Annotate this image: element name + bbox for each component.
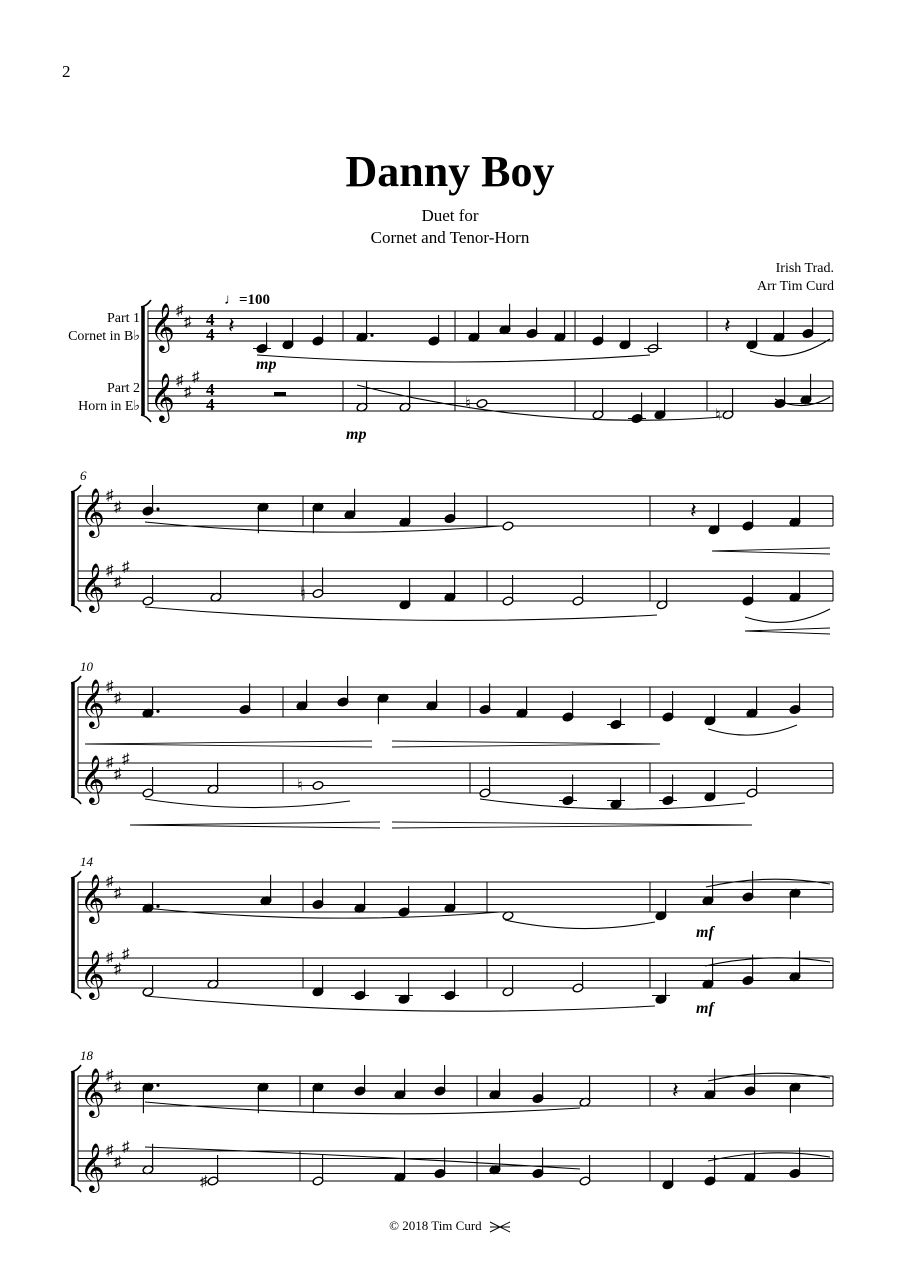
key-signature-sharp-icon: ♯ bbox=[184, 384, 192, 401]
key-signature-sharp-icon: ♯ bbox=[106, 488, 114, 504]
arranger-line: Arr Tim Curd bbox=[756, 279, 834, 294]
key-signature-sharp-icon: ♯ bbox=[114, 1079, 122, 1096]
dynamic-mp: mp bbox=[256, 356, 277, 373]
key-signature-sharp-icon: ♯ bbox=[114, 499, 122, 516]
system-3-measure-number: 10 bbox=[80, 659, 93, 674]
decrescendo-hairpin bbox=[392, 741, 660, 744]
treble-clef-icon: 𝄞 bbox=[80, 490, 105, 536]
crescendo-hairpin bbox=[85, 744, 372, 747]
key-signature-sharp-icon: ♯ bbox=[114, 1154, 122, 1171]
key-signature-sharp-icon: ♯ bbox=[122, 946, 130, 963]
time-signature-numerator: 4 bbox=[206, 310, 215, 329]
treble-clef-icon: 𝄞 bbox=[80, 876, 105, 922]
time-signature-numerator: 4 bbox=[206, 380, 215, 399]
slur bbox=[505, 920, 655, 929]
key-signature-sharp-icon: ♯ bbox=[114, 885, 122, 902]
key-signature-sharp-icon: ♯ bbox=[192, 369, 200, 386]
slur bbox=[745, 609, 830, 622]
natural-sign-icon: ♮ bbox=[300, 585, 306, 603]
quarter-rest-icon: 𝄽 bbox=[672, 1078, 679, 1103]
treble-clef-icon: 𝄞 bbox=[80, 952, 105, 998]
key-signature-sharp-icon: ♯ bbox=[122, 1139, 130, 1156]
slur bbox=[145, 1102, 580, 1114]
crescendo-hairpin bbox=[745, 628, 830, 631]
piece-title: Danny Boy bbox=[345, 147, 555, 196]
key-signature-sharp-icon: ♯ bbox=[106, 874, 114, 890]
dynamic-mp: mp bbox=[346, 426, 367, 443]
treble-clef-icon: 𝄞 bbox=[80, 681, 105, 727]
dynamic-mf: mf bbox=[696, 924, 714, 941]
key-signature-sharp-icon: ♯ bbox=[106, 1068, 114, 1084]
crescendo-hairpin bbox=[85, 741, 372, 744]
crescendo-hairpin bbox=[712, 551, 830, 554]
part-2-label-line-2: Horn in E♭ bbox=[78, 399, 140, 414]
key-signature-sharp-icon: ♯ bbox=[114, 690, 122, 707]
decrescendo-hairpin bbox=[392, 822, 752, 825]
slur bbox=[750, 339, 830, 356]
part-1-label-line-1: Part 1 bbox=[106, 311, 140, 326]
key-signature-sharp-icon: ♯ bbox=[122, 751, 130, 768]
crescendo-hairpin bbox=[712, 548, 830, 551]
time-signature-denominator: 4 bbox=[206, 325, 215, 344]
key-signature-sharp-icon: ♯ bbox=[106, 563, 114, 579]
key-signature-sharp-icon: ♯ bbox=[114, 766, 122, 783]
note-dot bbox=[370, 334, 373, 337]
key-signature-sharp-icon: ♯ bbox=[176, 373, 184, 389]
part-1-label-line-2: Cornet in B♭ bbox=[68, 329, 140, 344]
treble-clef-icon: 𝄞 bbox=[80, 565, 105, 611]
part-2-label-line-1: Part 2 bbox=[106, 381, 140, 396]
subtitle-line-2: Cornet and Tenor-Horn bbox=[370, 228, 530, 247]
key-signature-sharp-icon: ♯ bbox=[106, 1143, 114, 1159]
natural-sign-icon: ♮ bbox=[715, 406, 721, 424]
note-notehead bbox=[502, 521, 514, 531]
half-rest-icon bbox=[274, 392, 286, 396]
crescendo-hairpin bbox=[130, 825, 380, 828]
system-4-measure-number: 14 bbox=[80, 854, 93, 869]
key-signature-sharp-icon: ♯ bbox=[114, 961, 122, 978]
quarter-rest-icon: 𝄽 bbox=[228, 313, 235, 338]
system-5-measure-number: 18 bbox=[80, 1048, 93, 1063]
slur bbox=[708, 1073, 830, 1081]
page-number: 2 bbox=[62, 62, 71, 81]
time-signature-denominator: 4 bbox=[206, 395, 215, 414]
slur bbox=[145, 607, 657, 620]
key-signature-sharp-icon: ♯ bbox=[114, 574, 122, 591]
key-signature-sharp-icon: ♯ bbox=[122, 559, 130, 576]
note-dot bbox=[156, 507, 159, 510]
crescendo-hairpin bbox=[130, 822, 380, 825]
natural-sign-icon: ♮ bbox=[297, 777, 303, 795]
sharp-accidental-icon: ♯ bbox=[200, 1174, 208, 1190]
note-dot bbox=[156, 1084, 159, 1087]
slur bbox=[257, 355, 650, 362]
signature-mark-icon bbox=[489, 1221, 511, 1233]
key-signature-sharp-icon: ♯ bbox=[106, 755, 114, 771]
note-notehead bbox=[476, 398, 488, 408]
key-signature-sharp-icon: ♯ bbox=[106, 679, 114, 695]
quarter-rest-icon: 𝄽 bbox=[690, 498, 697, 523]
decrescendo-hairpin bbox=[392, 825, 752, 828]
system-2-measure-number: 6 bbox=[80, 468, 87, 483]
key-signature-sharp-icon: ♯ bbox=[106, 950, 114, 966]
copyright-text: © 2018 Tim Curd bbox=[389, 1218, 482, 1233]
quarter-rest-icon: 𝄽 bbox=[724, 313, 731, 338]
slur bbox=[145, 799, 350, 808]
slur bbox=[705, 958, 830, 966]
slur bbox=[706, 879, 830, 887]
treble-clef-icon: 𝄞 bbox=[150, 375, 175, 421]
treble-clef-icon: 𝄞 bbox=[80, 1145, 105, 1191]
slur bbox=[357, 385, 722, 420]
slur bbox=[708, 725, 797, 735]
treble-clef-icon: 𝄞 bbox=[80, 1070, 105, 1116]
key-signature-sharp-icon: ♯ bbox=[176, 303, 184, 319]
crescendo-hairpin bbox=[745, 631, 830, 634]
decrescendo-hairpin bbox=[392, 744, 660, 747]
note-dot bbox=[156, 710, 159, 713]
copyright-footer bbox=[0, 1218, 900, 1234]
dynamic-mf: mf bbox=[696, 1000, 714, 1017]
treble-clef-icon: 𝄞 bbox=[150, 305, 175, 351]
note-notehead bbox=[312, 780, 324, 790]
treble-clef-icon: 𝄞 bbox=[80, 757, 105, 803]
slur bbox=[708, 1153, 830, 1161]
slur bbox=[145, 522, 500, 532]
natural-sign-icon: ♮ bbox=[465, 395, 471, 413]
composer-line-1: Irish Trad. bbox=[775, 261, 834, 276]
note-dot bbox=[156, 905, 159, 908]
key-signature-sharp-icon: ♯ bbox=[184, 314, 192, 331]
subtitle-line-1: Duet for bbox=[421, 206, 479, 225]
tempo-marking: ♩=100 bbox=[224, 292, 271, 308]
